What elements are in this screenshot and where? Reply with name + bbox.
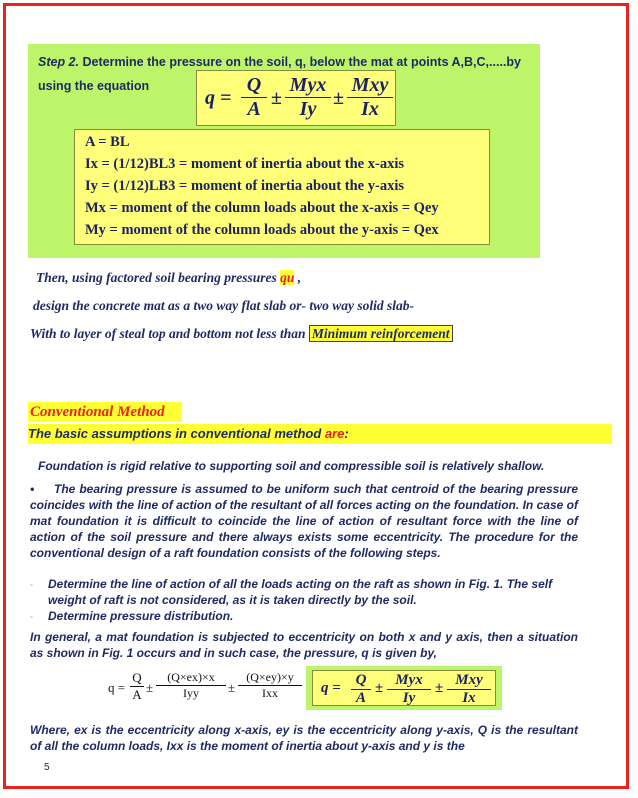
- rigid-assumption: Foundation is rigid relative to supporting soil and compressible soil is relatively shallow.: [38, 459, 545, 473]
- pressure-equation-repeat: [306, 666, 502, 710]
- eq3-lhs: q =: [108, 680, 126, 695]
- eq3-frac-q-a: $\frac{Q}{A}$: [130, 670, 144, 703]
- step1-marker: ▫: [30, 582, 33, 589]
- step2-text: Determine pressure distribution.: [48, 609, 234, 623]
- general-paragraph: In general, a mat foundation is subjected to eccentricity on both x and y axis, then a situation as shown in Fig. 1 occurs and in such case, the pressure, q is given by,: [30, 630, 578, 660]
- pressure-equation: [196, 70, 396, 126]
- design-line: design the concrete mat as a two way flat slab or- two way solid slab-: [33, 298, 414, 313]
- eq3-frac-ex: (Q×ex)×x Iyy: [156, 670, 226, 701]
- where-paragraph: Where, ex is the eccentricity along x-axis, ey is the eccentricity along y-axis, Q is the resultant of all the column loads, Ixx is the moment of inertia about y-axis and y is the: [30, 723, 578, 753]
- eq1-frac-mxy-ix: Mxy Ix: [347, 74, 393, 121]
- eq4-frac-mxy: Mxy Ix: [447, 672, 491, 707]
- bullet: •: [30, 482, 35, 496]
- eq1-frac-myx-iy: Myx Iy: [285, 74, 331, 121]
- eq4-frac-myx: Myx Iy: [387, 672, 431, 707]
- eq1-op2: ±: [333, 87, 344, 109]
- minimum-reinforcement-highlight: Minimum reinforcement: [309, 325, 453, 342]
- definitions-box: [74, 129, 490, 245]
- step2-text: Determine the pressure on the soil, q, below the mat at points A,B,C,.....by: [82, 55, 521, 69]
- eq1-frac-q-a: $\frac{Q}{A}$: [241, 74, 267, 121]
- eq3-op1: ±: [146, 680, 154, 695]
- bearing-paragraph: • The bearing pressure is assumed to be uniform such that centroid of the bearing pressure coincides with the line of action of the resultant of all forces acting on the foundation. In case of mat foundation it is difficult to coincide the line of action of resultant force with the line of action of the soil pressure and there always exists some eccentricity. The procedure for the conventional design of a raft foundation consists of the following steps.: [30, 482, 578, 560]
- assumptions-heading: The basic assumptions in conventional method are:: [28, 424, 612, 444]
- eq1-op1: ±: [271, 87, 282, 109]
- step2-marker: ▫: [30, 614, 33, 621]
- def-mx: Mx = moment of the column loads about the x-axis = Qey: [85, 200, 439, 216]
- eq3-op2: ±: [228, 680, 236, 695]
- eq3-frac-ey: (Q×ey)×y Ixx: [238, 670, 302, 701]
- def-area: A = BL: [85, 134, 130, 150]
- eccentric-pressure-equation: [108, 666, 302, 710]
- def-ix: Ix = (1/12)BL3 = moment of inertia about the x-axis: [85, 156, 404, 172]
- def-my: My = moment of the column loads about the y-axis = Qex: [85, 222, 439, 238]
- eq4-op2: ±: [435, 680, 444, 696]
- page-number: 5: [44, 762, 50, 773]
- def-iy: Iy = (1/12)LB3 = moment of inertia about the y-axis: [85, 178, 404, 194]
- then-line: Then, using factored soil bearing pressures qu ,: [36, 270, 302, 285]
- step1-text: Determine the line of action of all the loads acting on the raft as shown in Fig. 1. The self weight of raft is not considered, as it is taken directly by the soil.: [48, 577, 553, 607]
- step2-text2: using the equation: [38, 79, 150, 93]
- conventional-method-title: Conventional Method: [28, 402, 182, 422]
- eq4-frac-q-a: $\frac{Q}{A}$: [351, 672, 371, 707]
- step2-label: Step 2.: [38, 55, 79, 69]
- qu-highlight: qu: [280, 270, 295, 285]
- eq4-op1: ±: [375, 680, 384, 696]
- eq4-lhs: q =: [321, 680, 341, 696]
- eq1-lhs: q =: [205, 87, 232, 109]
- with-line: With to layer of steal top and bottom not less than Minimum reinforcement: [30, 326, 453, 342]
